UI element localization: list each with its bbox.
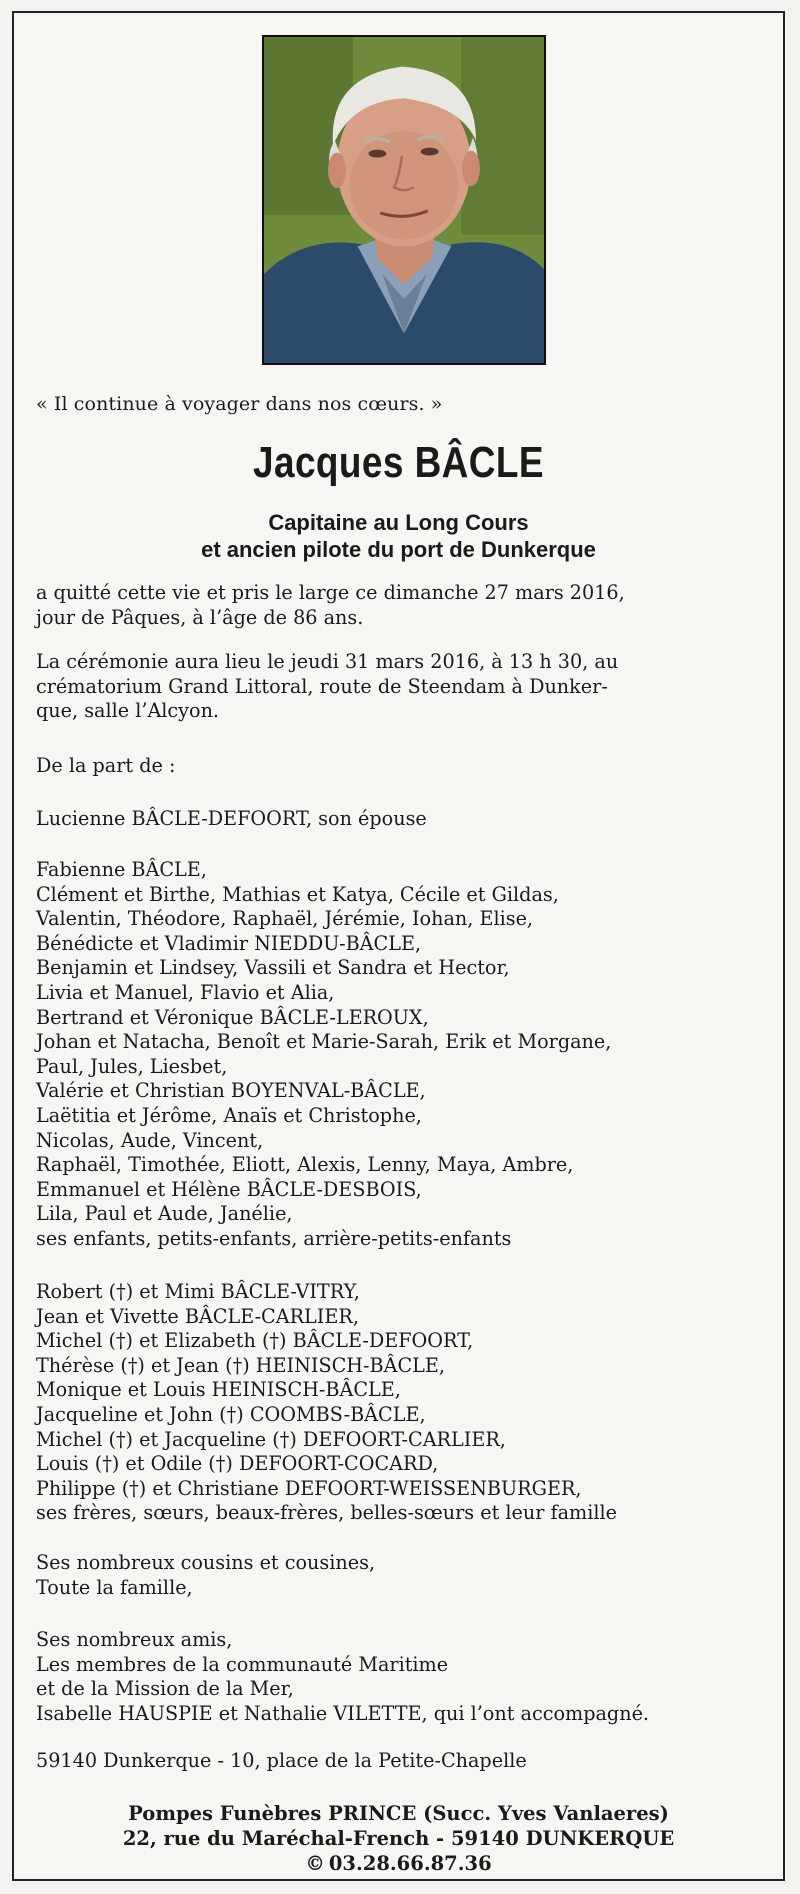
- list-item: Monique et Louis HEINISCH-BÂCLE,: [36, 1378, 401, 1402]
- announcement: [36, 581, 776, 630]
- phone-number: 03.28.66.87.36: [328, 1852, 492, 1875]
- friends-list: [36, 1628, 776, 1726]
- list-item: Michel (†) et Elizabeth (†) BÂCLE-DEFOORT,: [36, 1329, 474, 1353]
- list-item: Valérie et Christian BOYENVAL-BÂCLE,: [36, 1079, 426, 1103]
- list-item: Michel (†) et Jacqueline (†) DEFOORT-CARLIER,: [36, 1427, 506, 1451]
- cousins-list: [36, 1551, 776, 1600]
- list-item: Nicolas, Aude, Vincent,: [36, 1128, 264, 1152]
- list-item: Lila, Paul et Aude, Janélie,: [36, 1202, 293, 1226]
- epitaph-quote: « Il continue à voyager dans nos cœurs. »: [36, 393, 443, 415]
- list-item: Johan et Natacha, Benoît et Marie-Sarah, Erik et Morgane,: [36, 1030, 612, 1054]
- announcement-line: jour de Pâques, à l’âge de 86 ans.: [36, 605, 364, 629]
- list-item: Ses nombreux amis,: [36, 1628, 233, 1651]
- phone-icon: ©: [305, 1852, 325, 1875]
- list-item: Fabienne BÂCLE,: [36, 858, 207, 881]
- list-item: Valentin, Théodore, Raphaël, Jérémie, Iohan, Elise,: [36, 907, 534, 931]
- ceremony-line: crématorium Grand Littoral, route de Steendam à Dunker-: [36, 674, 608, 698]
- ceremony-info: [36, 650, 776, 724]
- family-address: 59140 Dunkerque - 10, place de la Petite-Chapelle: [36, 1749, 527, 1772]
- funeral-home-phone: [14, 1851, 783, 1876]
- ceremony-line: que, salle l’Alcyon.: [36, 699, 220, 723]
- ceremony-line: La cérémonie aura lieu le jeudi 31 mars 2016, à 13 h 30, au: [36, 650, 619, 673]
- list-item: et de la Mission de la Mer,: [36, 1677, 294, 1701]
- list-item: Isabelle HAUSPIE et Nathalie VILETTE, qui l’ont accompagné.: [36, 1701, 650, 1725]
- list-item: Emmanuel et Hélène BÂCLE-DESBOIS,: [36, 1177, 422, 1201]
- list-item: Thérèse (†) et Jean (†) HEINISCH-BÂCLE,: [36, 1353, 445, 1377]
- list-item: Benjamin et Lindsey, Vassili et Sandra et Hector,: [36, 956, 510, 980]
- list-item: Toute la famille,: [36, 1575, 193, 1599]
- list-item: Jean et Vivette BÂCLE-CARLIER,: [36, 1304, 359, 1328]
- spouse-line: Lucienne BÂCLE-DEFOORT, son épouse: [36, 807, 427, 830]
- siblings-list: [36, 1280, 776, 1526]
- list-item: Les membres de la communauté Maritime: [36, 1652, 449, 1676]
- list-item: Ses nombreux cousins et cousines,: [36, 1551, 376, 1574]
- list-item: Bertrand et Véronique BÂCLE-LEROUX,: [36, 1005, 429, 1029]
- list-item: Laëtitia et Jérôme, Anaïs et Christophe,: [36, 1103, 422, 1127]
- list-item: Paul, Jules, Liesbet,: [36, 1054, 228, 1078]
- list-item: Clément et Birthe, Mathias et Katya, Cécile et Gildas,: [36, 882, 559, 906]
- from-label: De la part de :: [36, 754, 176, 777]
- list-item: ses frères, sœurs, beaux-frères, belles-sœurs et leur famille: [36, 1501, 618, 1525]
- portrait-photo: [262, 35, 546, 365]
- deceased-name: Jacques BÂCLE: [253, 438, 544, 487]
- list-item: Livia et Manuel, Flavio et Alia,: [36, 980, 335, 1004]
- title-line-1: Capitaine au Long Cours: [268, 510, 529, 535]
- list-item: Louis (†) et Odile (†) DEFOORT-COCARD,: [36, 1452, 439, 1476]
- list-item: Bénédicte et Vladimir NIEDDU-BÂCLE,: [36, 931, 422, 955]
- children-list: [36, 858, 776, 1252]
- obituary-notice: [12, 11, 785, 1881]
- announcement-line: a quitté cette vie et pris le large ce dimanche 27 mars 2016,: [36, 581, 625, 604]
- list-item: ses enfants, petits-enfants, arrière-petits-enfants: [36, 1226, 512, 1250]
- title-line-2: et ancien pilote du port de Dunkerque: [201, 537, 596, 562]
- funeral-home-name: Pompes Funèbres PRINCE (Succ. Yves Vanlaeres): [128, 1802, 669, 1825]
- funeral-home-info: [14, 1801, 783, 1876]
- funeral-home-address: 22, rue du Maréchal-French - 59140 DUNKERQUE: [122, 1827, 675, 1850]
- list-item: Robert (†) et Mimi BÂCLE-VITRY,: [36, 1280, 360, 1303]
- list-item: Jacqueline et John (†) COOMBS-BÂCLE,: [36, 1402, 426, 1426]
- list-item: Raphaël, Timothée, Eliott, Alexis, Lenny, Maya, Ambre,: [36, 1153, 574, 1177]
- list-item: Philippe (†) et Christiane DEFOORT-WEISSENBURGER,: [36, 1476, 582, 1500]
